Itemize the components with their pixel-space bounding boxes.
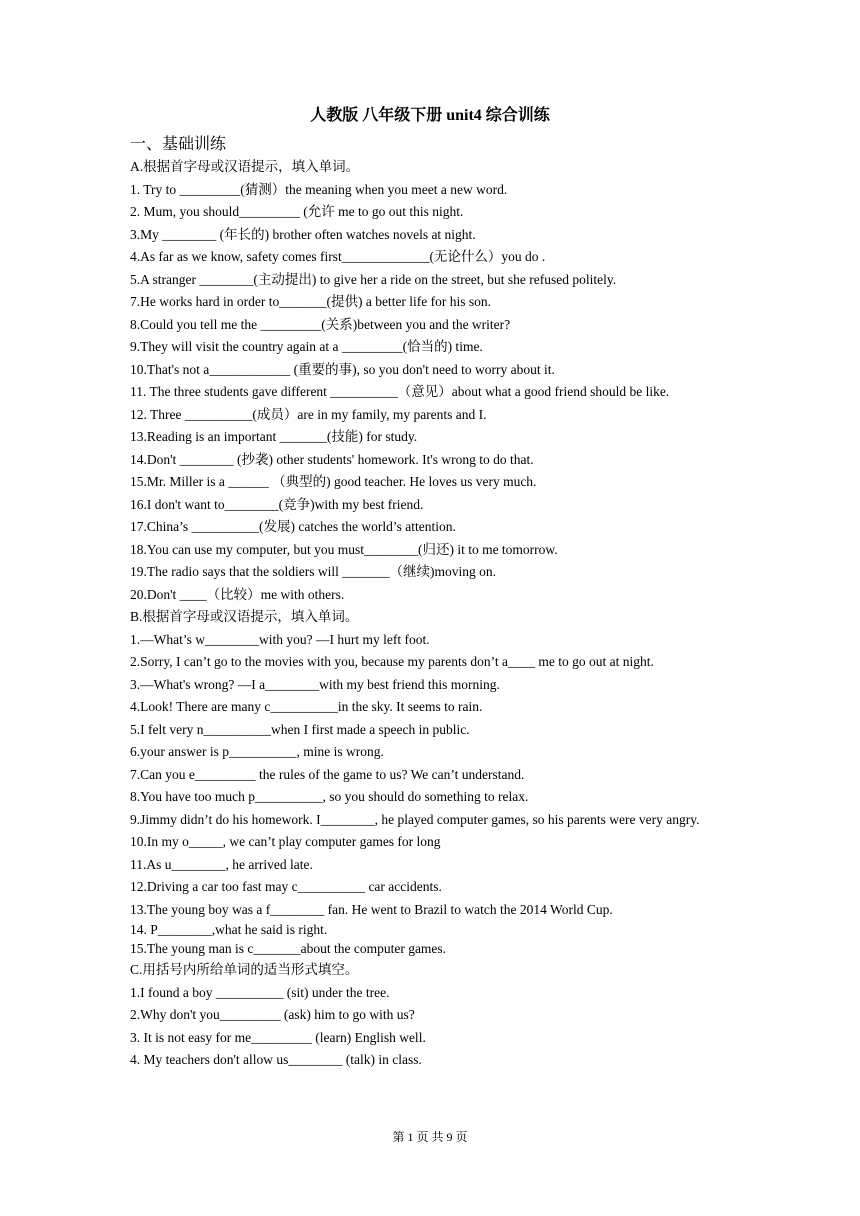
exercise-item: 4.Look! There are many c__________in the sky. It seems to rain. <box>130 699 483 714</box>
exercise-item: 4.As far as we know, safety comes first_____________(无论什么）you do . <box>130 249 546 264</box>
exercise-item: 4. My teachers don't allow us________ (talk) in class. <box>130 1052 422 1067</box>
exercise-item: 11.As u________, he arrived late. <box>130 856 313 872</box>
exercise-item: 20.Don't ____（比较）me with others. <box>130 586 345 602</box>
exercise-item: 2.Why don't you_________ (ask) him to go with us? <box>130 1007 415 1022</box>
exercise-item: 17.China’s __________(发展) catches the world’s attention. <box>130 519 456 534</box>
exercise-item: 6.your answer is p__________, mine is wrong. <box>130 744 384 759</box>
exercise-item: 10.That's not a____________ (重要的事), so you don't need to worry about it. <box>130 361 555 377</box>
exercise-item: 7.Can you e_________ the rules of the game to us? We can’t understand. <box>130 766 525 782</box>
exercise-item: 9.Jimmy didn’t do his homework. I________, he played computer games, so his parents were very angry. <box>130 811 700 827</box>
exercise-item: 19.The radio says that the soldiers will _______（继续)moving on. <box>130 564 496 579</box>
part-b-heading: B.根据首字母或汉语提示，填入单词。 <box>130 609 359 624</box>
exercise-item: 14. P________,what he said is right. <box>130 922 328 937</box>
exercise-item: 2. Mum, you should_________ (允许 me to go out this night. <box>130 204 464 219</box>
exercise-item: 12. Three __________(成员）are in my family, my parents and I. <box>130 406 487 422</box>
document-page <box>130 104 730 1072</box>
exercise-item: 1. Try to _________(猜测）the meaning when you meet a new word. <box>130 181 508 197</box>
exercise-item: 13.The young boy was a f________ fan. He went to Brazil to watch the 2014 World Cup. <box>130 901 613 917</box>
exercise-item: 14.Don't ________ (抄袭) other students' homework. It's wrong to do that. <box>130 451 534 467</box>
exercise-item: 1.—What’s w________with you? —I hurt my left foot. <box>130 631 430 647</box>
exercise-item: 5.A stranger ________(主动提出) to give her a ride on the street, but she refused politely. <box>130 271 617 287</box>
exercise-item: 18.You can use my computer, but you must________(归还) it to me tomorrow. <box>130 541 558 557</box>
exercise-item: 8.Could you tell me the _________(关系)between you and the writer? <box>130 316 511 332</box>
exercise-item: 2.Sorry, I can’t go to the movies with you, because my parents don’t a____ me to go out at night. <box>130 654 654 669</box>
exercise-item: 13.Reading is an important _______(技能) for study. <box>130 429 418 444</box>
exercise-item: 3.—What's wrong? —I a________with my best friend this morning. <box>130 676 500 692</box>
exercise-item: 11. The three students gave different __________（意见）about what a good friend should be like. <box>130 384 670 399</box>
part-c-heading: C.用括号内所给单词的适当形式填空。 <box>130 962 359 977</box>
exercise-item: 3.My ________ (年长的) brother often watches novels at night. <box>130 226 476 242</box>
exercise-item: 5.I felt very n__________when I first made a speech in public. <box>130 721 470 737</box>
section-heading-basic-training: 一、基础训练 <box>130 136 227 153</box>
exercise-item: 15.Mr. Miller is a ______ （典型的) good teacher. He loves us very much. <box>130 474 537 489</box>
exercise-item: 1.I found a boy __________ (sit) under the tree. <box>130 984 390 1000</box>
part-a-heading: A.根据首字母或汉语提示，填入单词。 <box>130 159 360 174</box>
exercise-item: 8.You have too much p__________, so you should do something to relax. <box>130 789 529 804</box>
exercise-item: 15.The young man is c_______about the computer games. <box>130 941 447 956</box>
page-number-footer: 第 1 页 共 9 页 <box>392 1130 468 1144</box>
exercise-item: 12.Driving a car too fast may c__________ car accidents. <box>130 879 442 894</box>
document-title: 人教版 八年级下册 unit4 综合训练 <box>310 107 550 124</box>
exercise-item: 7.He works hard in order to_______(提供) a better life for his son. <box>130 294 492 309</box>
exercise-item: 3. It is not easy for me_________ (learn) English well. <box>130 1029 426 1045</box>
exercise-item: 9.They will visit the country again at a _________(恰当的) time. <box>130 339 483 354</box>
exercise-item: 16.I don't want to________(竞争)with my best friend. <box>130 496 424 512</box>
exercise-item: 10.In my o_____, we can’t play computer games for long <box>130 834 441 849</box>
